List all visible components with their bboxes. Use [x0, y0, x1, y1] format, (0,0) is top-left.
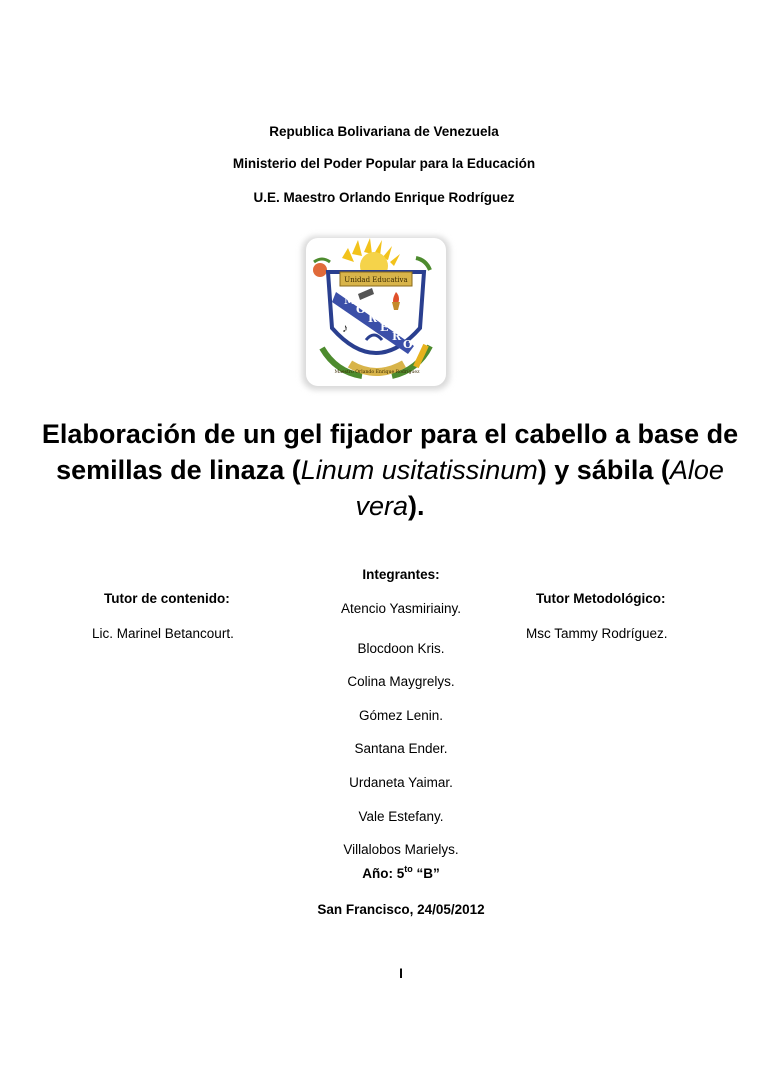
school-crest-icon [292, 228, 460, 396]
list-item: Colina Maygrelys. [347, 674, 455, 690]
document-title: Elaboración de un gel fijador para el cabello a base de semillas de linaza (Linum usitatissinum) y sábila (Aloe vera). [41, 419, 739, 521]
list-item: Villalobos Marielys. [343, 842, 459, 858]
tutor-contenido-name: Lic. Marinel Betancourt. [92, 626, 234, 641]
list-item: Vale Estefany. [358, 808, 444, 824]
scientific-name-aloe: Aloe vera [355, 455, 724, 521]
list-item: Atencio Yasmiriainy. [340, 601, 462, 616]
tutor-metodologico-label: Tutor Metodológico: [536, 591, 666, 606]
svg-text:O: O [356, 303, 366, 316]
svg-text:M: M [344, 294, 357, 307]
scientific-name-linum: Linum usitatissinum [300, 455, 538, 485]
svg-text:♪: ♪ [342, 321, 348, 335]
school-logo [292, 228, 460, 396]
integrantes-list [280, 599, 522, 874]
page-number: I [399, 966, 403, 981]
svg-text:E: E [380, 321, 389, 334]
header-school: U.E. Maestro Orlando Enrique Rodríguez [253, 190, 515, 205]
svg-text:R: R [368, 312, 378, 325]
place-date: San Francisco, 24/05/2012 [317, 902, 485, 917]
list-item: Blocdoon Kris. [357, 640, 445, 656]
tutor-contenido-label: Tutor de contenido: [104, 591, 230, 606]
list-item: Santana Ender. [354, 741, 448, 757]
tutor-metodologico-name: Msc Tammy Rodríguez. [526, 626, 668, 641]
svg-text:Unidad Educativa: Unidad Educativa [344, 276, 408, 284]
header-ministry: Ministerio del Poder Popular para la Educación [232, 156, 536, 171]
svg-text:O: O [403, 338, 413, 351]
integrantes-label: Integrantes: [362, 567, 440, 582]
svg-text:Maestro Orlando Enrique Rodríg: Maestro Orlando Enrique Rodríguez [334, 370, 420, 375]
list-item: Gómez Lenin. [358, 707, 444, 723]
list-item: Urdaneta Yaimar. [349, 774, 453, 790]
header-country: Republica Bolivariana de Venezuela [269, 124, 499, 139]
svg-text:R: R [392, 330, 402, 343]
grade-line: Año: $5^{to}$ “B” [362, 864, 440, 881]
